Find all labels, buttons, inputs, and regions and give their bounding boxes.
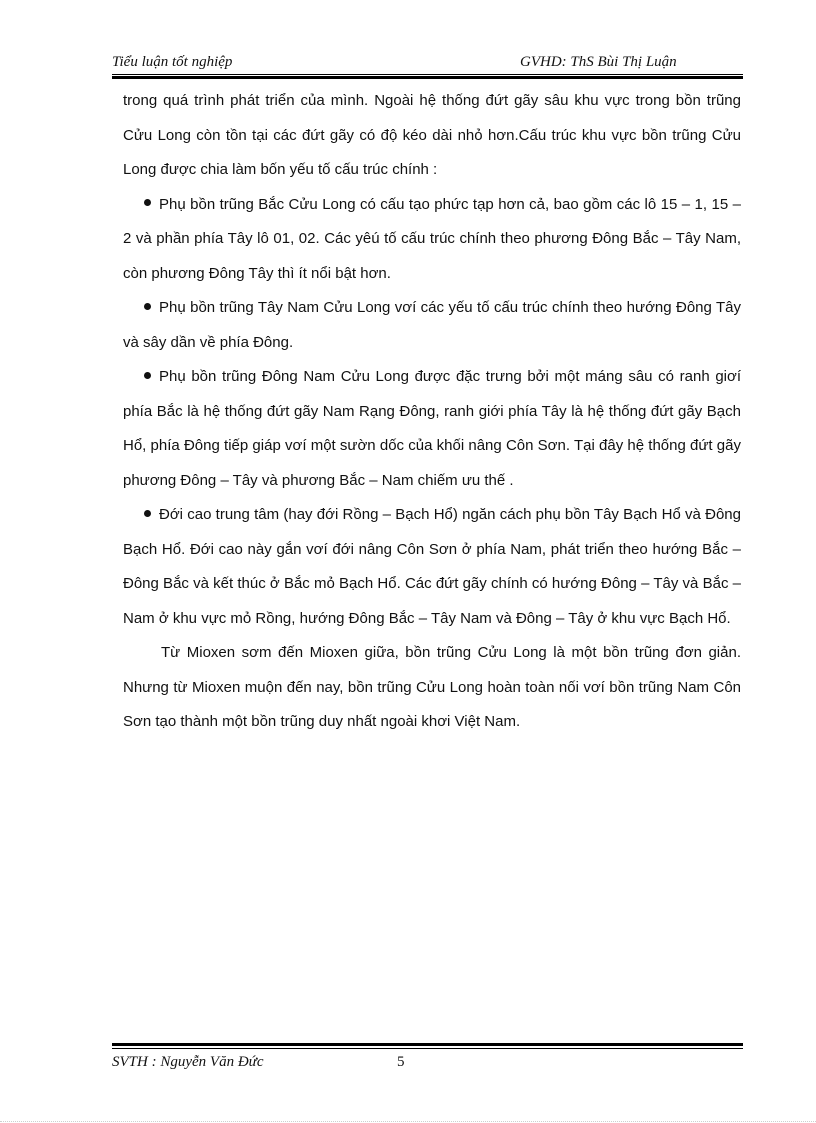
bullet-item-southeast xyxy=(123,360,741,498)
footer-rule-thick xyxy=(112,1043,743,1046)
header-thesis-title: Tiểu luận tốt nghiệp xyxy=(112,54,233,70)
bullet-text: Đới cao trung tâm (hay đới Rồng – Bạch Hổ) ngăn cách phụ bồn Tây Bạch Hổ và Đông Bạch Hổ. Đới cao này gắn vơí đới nâng Côn Sơn ở phía Nam, phát triển theo hướng Bắc – Đông Bắc và kết thúc ở Bắc mỏ Bạch Hổ. Các đứt gãy chính có hướng Đông – Tây và Bắc – Nam ở khu vực mỏ Rồng, hướng Đông Bắc – Tây Nam và Đông – Tây ở khu vực Bạch Hổ. xyxy=(123,506,741,627)
paragraph-conclusion: Từ Mioxen sơm đến Mioxen giữa, bồn trũng Cửu Long là một bồn trũng đơn giản. Nhưng từ Mioxen muộn đến nay, bồn trũng Cửu Long hoàn toàn nối vơí bồn trũng Nam Côn Sơn tạo thành một bồn trũng duy nhất ngoài khơi Việt Nam. xyxy=(123,644,741,730)
page-number: 5 xyxy=(397,1054,405,1070)
bullet-text: Phụ bồn trũng Tây Nam Cửu Long vơí các yếu tố cấu trúc chính theo hướng Đông Tây và sây dần về phía Đông. xyxy=(123,299,741,351)
page-edge-divider xyxy=(0,1121,816,1122)
footer-rule-thin xyxy=(112,1048,743,1049)
bullet-text: Phụ bồn trũng Bắc Cửu Long có cấu tạo phức tạp hơn cả, bao gồm các lô 15 – 1, 15 – 2 và phần phía Tây lô 01, 02. Các yêú tố cấu trúc chính theo phương Đông Bắc – Tây Nam, còn phương Đông Tây thì ít nổi bật hơn. xyxy=(123,195,741,282)
page-header xyxy=(112,52,742,74)
footer-author: SVTH : Nguyễn Văn Đức xyxy=(112,1054,264,1070)
bullet-icon xyxy=(144,303,151,310)
paragraph-intro: trong quá trình phát triển của mình. Ngoài hệ thống đứt gãy sâu khu vực trong bồn trũng Cửu Long còn tồn tại các đứt gãy có độ kéo dài nhỏ hơn.Cấu trúc khu vực bồn trũng Cửu Long được chia làm bốn yếu tố cấu trúc chính : xyxy=(123,92,741,178)
bullet-icon xyxy=(144,372,151,379)
header-advisor: GVHD: ThS Bùi Thị Luận xyxy=(520,54,677,70)
bullet-item-southwest xyxy=(123,291,741,360)
bullet-text: Phụ bồn trũng Đông Nam Cửu Long được đặc trưng bởi một máng sâu có ranh giơí phía Bắc là hệ thống đứt gãy Nam Rạng Đông, ranh giới phía Tây là hệ thống đứt gãy Bạch Hổ, phía Đông tiếp giáp vơí một sườn dốc của khối nâng Côn Sơn. Tại đây hệ thống đứt gãy phương Đông – Tây và phương Bắc – Nam chiếm ưu thế . xyxy=(123,368,741,489)
bullet-item-north xyxy=(123,188,741,292)
header-rule-thin xyxy=(112,74,743,75)
document-body xyxy=(123,84,741,740)
page-footer xyxy=(112,1052,742,1074)
bullet-item-central-high xyxy=(123,498,741,636)
header-rule-thick xyxy=(112,76,743,79)
bullet-icon xyxy=(144,199,151,206)
bullet-icon xyxy=(144,510,151,517)
